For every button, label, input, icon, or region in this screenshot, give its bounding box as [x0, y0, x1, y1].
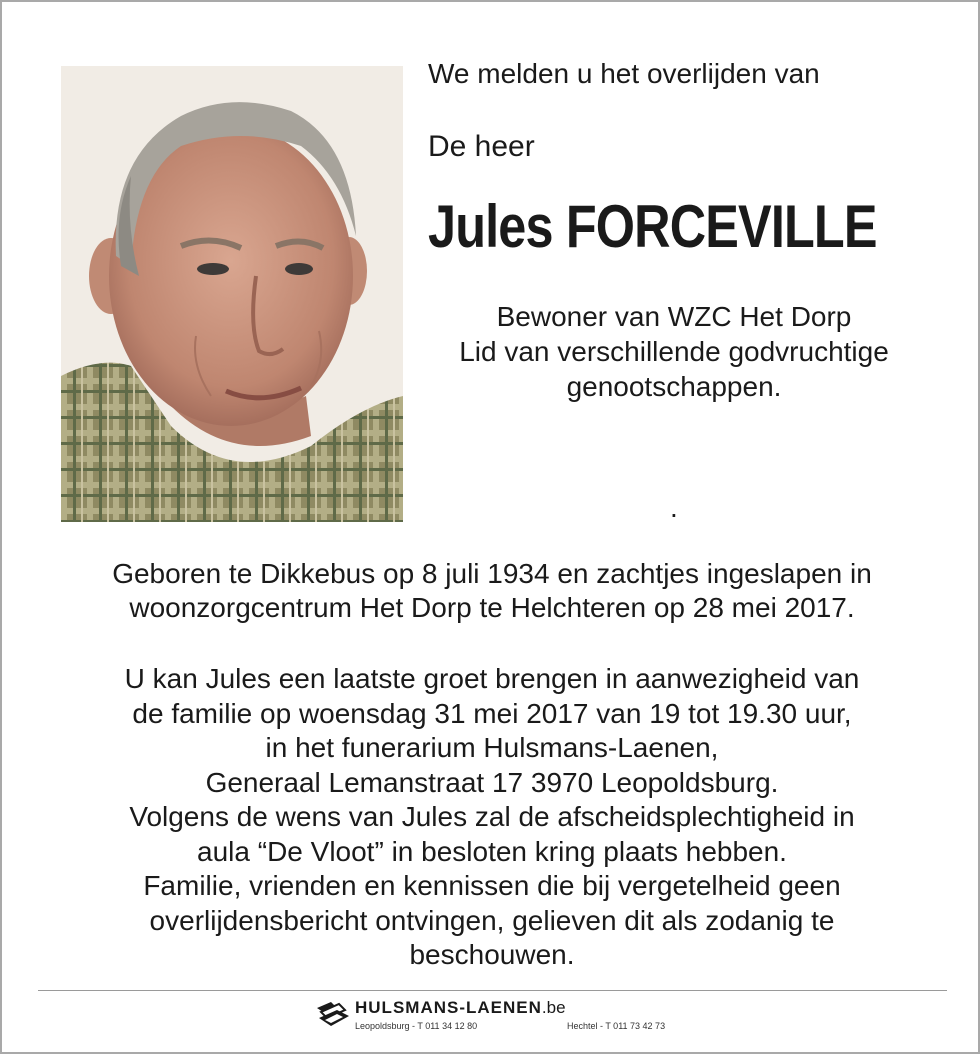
deceased-name: Jules FORCEVILLE [428, 193, 877, 260]
subtitle-block [414, 299, 934, 404]
subtitle-line: genootschappen. [566, 371, 782, 402]
ceremony-line: Generaal Lemanstraat 17 3970 Leopoldsburg. [205, 766, 779, 798]
life-line: Geboren te Dikkebus op 8 juli 1934 en zachtjes ingeslapen in [112, 558, 872, 589]
life-line: woonzorgcentrum Het Dorp te Helchteren op 28 mei 2017. [129, 592, 855, 623]
ceremony-paragraph [22, 662, 962, 973]
subtitle-line: Lid van verschillende godvruchtige [459, 336, 889, 367]
announcement-intro: We melden u het overlijden van [428, 58, 820, 89]
ceremony-line: in het funerarium Hulsmans-Laenen, [265, 732, 719, 763]
portrait-image [61, 66, 403, 522]
ceremony-line: Familie, vrienden en kennissen die bij vergetelheid geen [143, 870, 841, 901]
footer-divider [38, 990, 947, 991]
phone-leopoldsburg: Leopoldsburg - T 011 34 12 80 [355, 1021, 478, 1031]
phone-hechtel: Hechtel - T 011 73 42 73 [567, 1021, 666, 1031]
brand-name [355, 998, 566, 1018]
ceremony-line: de familie op woensdag 31 mei 2017 van 19 tot 19.30 uur, [132, 697, 852, 729]
ceremony-line: U kan Jules een laatste groet brengen in aanwezigheid van [124, 663, 860, 694]
separator-dot: . [670, 492, 678, 523]
salutation: De heer [428, 130, 535, 163]
funeral-home-logo-icon [315, 1000, 351, 1028]
subtitle-line: Bewoner van WZC Het Dorp [496, 301, 852, 332]
ceremony-line: aula “De Vloot” in besloten kring plaats hebben. [197, 835, 787, 867]
brand-suffix: .be [541, 998, 566, 1017]
brand-name-text: HULSMANS-LAENEN [355, 998, 542, 1017]
life-paragraph [22, 557, 962, 625]
ceremony-line: beschouwen. [409, 939, 575, 970]
ceremony-line: overlijdensbericht ontvingen, gelieven dit als zodanig te [149, 904, 835, 936]
portrait-photo [61, 66, 403, 522]
ceremony-line: Volgens de wens van Jules zal de afscheidsplechtigheid in [129, 801, 855, 832]
